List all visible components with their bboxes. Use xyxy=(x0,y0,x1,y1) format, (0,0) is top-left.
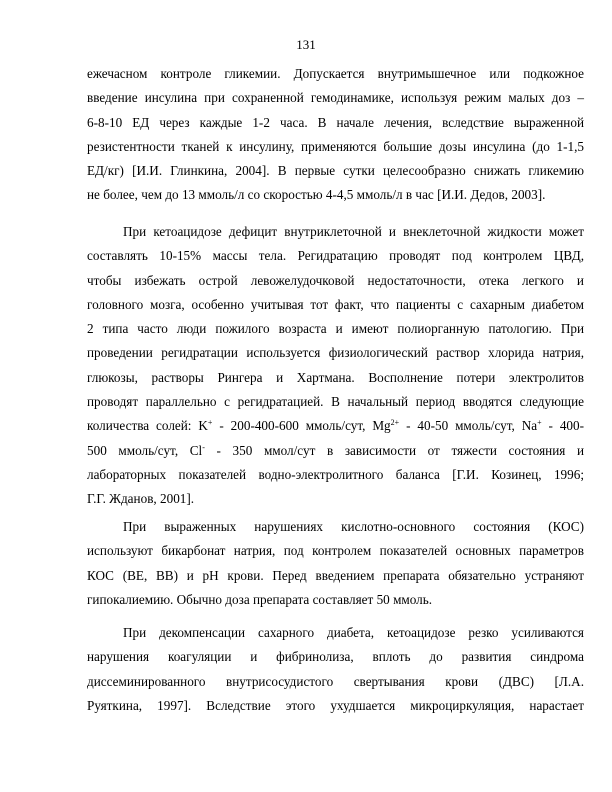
paragraph-3 xyxy=(87,515,584,612)
text-line: нарушения коагуляции и фибринолиза, вплоть до развития синдрома xyxy=(87,649,584,665)
text-line: 6-8-10 ЕД через каждые 1-2 часа. В начале лечения, вследствие выраженной xyxy=(87,114,584,130)
text-line: КОС (ВЕ, ВВ) и рН крови. Перед введением препарата обязательно устраняют xyxy=(87,567,584,583)
paragraph-4 xyxy=(87,621,584,718)
paragraph-2 xyxy=(87,220,584,512)
page-number: 131 xyxy=(296,37,316,52)
text-line: При кетоацидозе дефицит внутриклеточной и внеклеточной жидкости может xyxy=(123,224,584,239)
text-line: При выраженных нарушениях кислотно-основного состояния (КОС) xyxy=(123,519,584,534)
paragraph-1 xyxy=(87,62,584,208)
text-line: введение инсулина при сохраненной гемодинамике, используя режим малых доз – xyxy=(87,90,584,106)
text-line: ежечасном контроле гликемии. Допускается внутримышечное или подкожное xyxy=(87,66,584,81)
text-line: При декомпенсации сахарного диабета, кетоацидозе резко усиливаются xyxy=(123,625,584,640)
text-line: не более, чем до 13 ммоль/л со скоростью 4-4,5 ммоль/л в час [И.И. Дедов, 2003]. xyxy=(87,187,546,203)
text-line: составлять 10-15% массы тела. Регидратацию проводят под контролем ЦВД, xyxy=(87,248,584,264)
text-line: резистентности тканей к инсулину, применяются большие дозы инсулина (до 1-1,5 xyxy=(87,138,584,154)
text-line: ЕД/кг) [И.И. Глинкина, 2004]. В первые сутки целесообразно снижать гликемию xyxy=(87,163,584,179)
ion-charge: - xyxy=(202,442,205,452)
ion-charge: 2+ xyxy=(390,418,400,428)
text-line: гипокалиемию. Обычно доза препарата составляет 50 ммоль. xyxy=(87,591,433,607)
text-line: головного мозга, особенно учитывая тот факт, что пациенты с сахарным диабетом xyxy=(87,296,584,312)
ions-line xyxy=(87,414,584,438)
text-line: диссеминированного внутрисосудистого свертывания крови (ДВС) [Л.А. xyxy=(87,673,584,689)
chloride-line xyxy=(87,439,584,463)
text-line: лабораторных показателей водно-электролитного баланса [Г.И. Козинец, 1996; xyxy=(87,466,584,482)
ion-charge: + xyxy=(207,418,213,428)
text-line: глюкозы, растворы Рингера и Хартмана. Восполнение потери электролитов xyxy=(87,369,584,385)
text-line: используют бикарбонат натрия, под контролем показателей основных параметров xyxy=(87,543,584,559)
ion-charge: + xyxy=(537,418,542,428)
text-line: проведении регидратации используется физиологический раствор хлорида натрия, xyxy=(87,345,584,361)
text-line: чтобы избежать острой левожелудочковой недостаточности, отека легкого и xyxy=(87,272,584,288)
ions-text: - 40-50 ммоль/сут, Na xyxy=(399,418,538,434)
chloride-text: - 350 ммол/сут в зависимости от тяжести состояния и xyxy=(204,442,585,458)
text-line: Руяткина, 1997]. Вследствие этого ухудшается микроциркуляция, нарастает xyxy=(87,697,584,713)
text-line: Г.Г. Жданов, 2001]. xyxy=(87,491,195,507)
ions-text: количества солей: K xyxy=(87,418,208,434)
ions-text: - 200-400-600 ммоль/сут, Mg xyxy=(212,418,391,434)
text-line: проводят параллельно с регидратацией. В начальный период вводятся следующие xyxy=(87,394,584,410)
text-line: 2 типа часто люди пожилого возраста и имеют полиорганную патологию. При xyxy=(87,321,584,337)
ions-text: - 400- xyxy=(541,418,584,434)
chloride-text: 500 ммоль/сут, Cl xyxy=(87,442,203,458)
